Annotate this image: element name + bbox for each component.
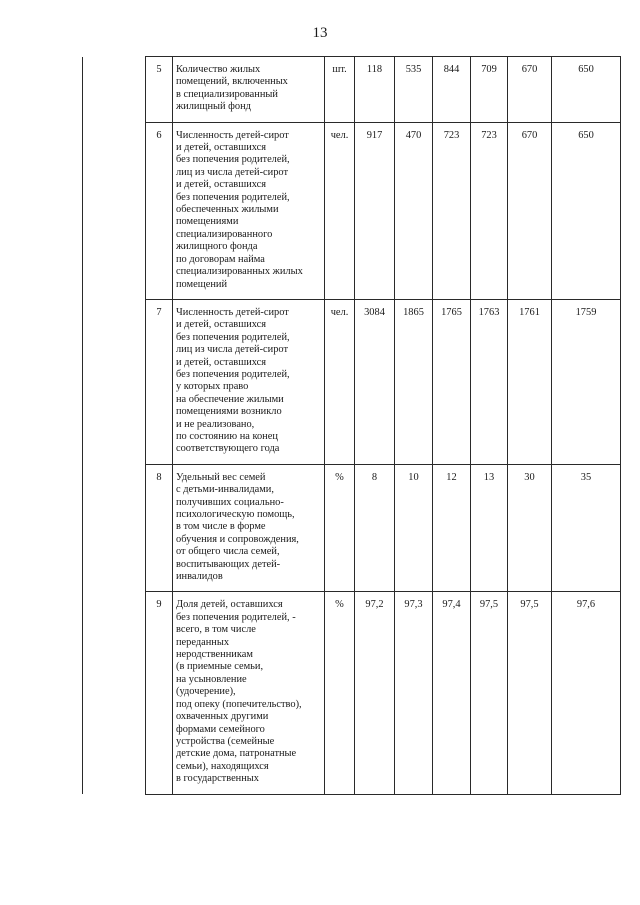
indicator-name-line: и детей, оставшихся [176, 142, 267, 154]
row-number: 9 [146, 592, 173, 794]
indicator-name-line: специализированного [176, 228, 273, 240]
indicator-name-line: воспитывающих детей- [176, 558, 281, 570]
indicator-name-line: лиц из числа детей-сирот [176, 166, 288, 178]
indicator-name-line: без попечения родителей, [176, 154, 290, 166]
indicator-name-line: Численность детей-сирот [176, 129, 289, 141]
value-cell: 917 [355, 122, 395, 299]
blank-margin-cell [83, 464, 146, 592]
indicator-name-line: семьи), находящихся [176, 760, 269, 772]
value-cell: 8 [355, 464, 395, 592]
value-cell: 118 [355, 57, 395, 123]
table-row [83, 464, 621, 592]
value-cell: 1765 [433, 299, 471, 464]
indicator-name-line: психологическую помощь, [176, 509, 295, 520]
indicator-name-line: по состоянию на конец [176, 430, 278, 442]
value-cell: 723 [433, 122, 471, 299]
blank-margin-cell [83, 592, 146, 794]
indicator-name-line: по договорам найма [176, 253, 265, 265]
indicator-name-line: в специализированный [176, 88, 278, 100]
unit-cell: % [325, 592, 355, 794]
value-cell: 97,4 [433, 592, 471, 794]
indicator-name-line: жилищного фонда [176, 241, 258, 253]
row-number: 8 [146, 464, 173, 592]
value-cell: 30 [508, 464, 552, 592]
indicator-name [173, 464, 325, 592]
indicator-name-line: обеспеченных жилыми [176, 204, 279, 216]
table-row [83, 299, 621, 464]
value-cell: 97,5 [471, 592, 508, 794]
value-cell: 1865 [395, 299, 433, 464]
indicator-name-line: и детей, оставшихся [176, 179, 267, 191]
indicator-name-line: инвалидов [176, 571, 223, 583]
indicator-name-line: и детей, оставшихся [176, 319, 267, 331]
indicator-name-line: от общего числа семей, [176, 546, 280, 558]
indicator-name-line: помещениями возникло [176, 406, 282, 418]
table-body [83, 57, 621, 795]
indicator-name-line: жилищный фонд [176, 101, 251, 113]
value-cell: 535 [395, 57, 433, 123]
indicator-name-line: детские дома, патронатные [176, 748, 297, 760]
row-number: 7 [146, 299, 173, 464]
indicator-name-line: помещений [176, 278, 228, 290]
indicator-name-line: без попечения родителей, [176, 331, 290, 343]
table-row [83, 57, 621, 123]
value-cell: 470 [395, 122, 433, 299]
value-cell: 3084 [355, 299, 395, 464]
indicator-name-line: получивших социально- [176, 496, 284, 508]
indicator-name-line: с детьми-инвалидами, [176, 484, 274, 496]
value-cell: 670 [508, 122, 552, 299]
value-cell: 709 [471, 57, 508, 123]
indicator-name-line: в том числе в форме [176, 521, 266, 533]
table-row [83, 122, 621, 299]
value-cell: 35 [552, 464, 621, 592]
indicator-name-line: на усыновление [176, 673, 247, 685]
indicator-name-line: охваченных другими [176, 711, 269, 723]
value-cell: 10 [395, 464, 433, 592]
indicator-name-line: под опеку (попечительство), [176, 698, 302, 710]
indicator-name [173, 122, 325, 299]
indicator-name-line: без попечения родителей, [176, 191, 290, 203]
value-cell: 650 [552, 57, 621, 123]
value-cell: 723 [471, 122, 508, 299]
indicator-name-line: Количество жилых [176, 64, 261, 75]
indicator-name-line: на обеспечение жилыми [176, 393, 284, 405]
unit-cell: чел. [325, 299, 355, 464]
value-cell: 97,6 [552, 592, 621, 794]
indicator-name-line: и не реализовано, [176, 418, 255, 430]
blank-margin-cell [83, 57, 146, 123]
value-cell: 1761 [508, 299, 552, 464]
indicator-name-line: Удельный вес семей [176, 471, 266, 483]
indicator-name-line: лиц из числа детей-сирот [176, 344, 288, 356]
indicator-name-line: всего, в том числе [176, 624, 256, 636]
blank-margin-cell [83, 122, 146, 299]
value-cell: 97,2 [355, 592, 395, 794]
value-cell: 1759 [552, 299, 621, 464]
value-cell: 12 [433, 464, 471, 592]
table-row [83, 592, 621, 794]
unit-cell: % [325, 464, 355, 592]
indicator-name-line: и детей, оставшихся [176, 356, 267, 368]
indicator-name [173, 299, 325, 464]
value-cell: 97,3 [395, 592, 433, 794]
row-number: 5 [146, 57, 173, 123]
indicator-name-line: соответствующего года [176, 443, 280, 455]
value-cell: 844 [433, 57, 471, 123]
indicator-name-line: (в приемные семьи, [176, 661, 264, 673]
value-cell: 13 [471, 464, 508, 592]
indicator-name-line: (удочерение), [176, 686, 236, 698]
page-number: 13 [312, 25, 328, 41]
value-cell: 97,5 [508, 592, 552, 794]
blank-margin-cell [83, 299, 146, 464]
indicators-table [82, 56, 621, 795]
indicator-name-line: переданных [176, 636, 230, 648]
indicator-name [173, 57, 325, 123]
value-cell: 650 [552, 122, 621, 299]
indicator-name-line: помещений, включенных [176, 76, 288, 88]
indicator-name-line: помещениями [176, 216, 239, 228]
indicator-name-line: без попечения родителей, - [176, 611, 296, 623]
row-number: 6 [146, 122, 173, 299]
value-cell: 670 [508, 57, 552, 123]
indicator-name [173, 592, 325, 794]
indicator-name-line: специализированных жилых [176, 266, 303, 278]
value-cell: 1763 [471, 299, 508, 464]
indicator-name-line: Численность детей-сирот [176, 306, 289, 318]
indicator-name-line: неродственникам [176, 649, 253, 661]
unit-cell: шт. [325, 57, 355, 123]
indicator-name-line: Доля детей, оставшихся [176, 599, 283, 611]
indicator-name-line: обучения и сопровождения, [176, 533, 299, 545]
indicator-name-line: у которых право [176, 381, 249, 393]
indicator-name-line: в государственных [176, 773, 259, 785]
unit-cell: чел. [325, 122, 355, 299]
indicator-name-line: устройства (семейные [176, 735, 275, 747]
indicator-name-line: формами семейного [176, 723, 265, 735]
indicator-name-line: без попечения родителей, [176, 368, 290, 380]
